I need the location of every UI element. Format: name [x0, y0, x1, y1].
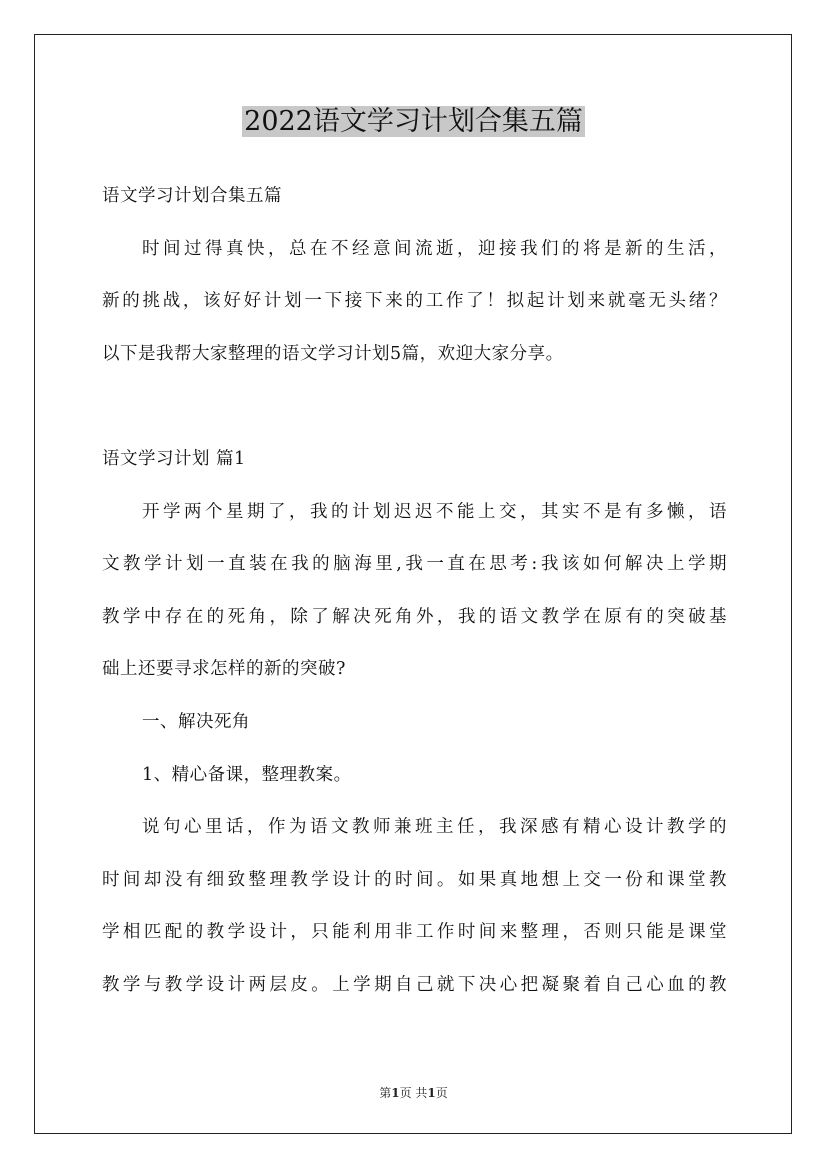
paragraph-line: 文教学计划一直装在我的脑海里,我一直在思考:我该如何解决上学期: [102, 554, 727, 575]
footer-label: 页: [435, 1086, 448, 1100]
subheading: 一、解决死角: [142, 711, 250, 732]
paragraph-line: 开学两个星期了，我的计划迟迟不能上交，其实不是有多懒，语: [142, 501, 727, 522]
footer-label: 第: [379, 1086, 392, 1100]
section-heading: 语文学习计划合集五篇: [102, 186, 282, 206]
section-heading: 语文学习计划 篇1: [102, 448, 246, 469]
document-body: [102, 170, 727, 1012]
document-title-wrapper: [0, 100, 827, 144]
page-footer: [0, 1084, 827, 1101]
paragraph-line: 时间却没有细致整理教学设计的时间。如果真地想上交一份和课堂教: [102, 869, 727, 890]
footer-page-current: 1: [391, 1086, 400, 1100]
paragraph-line: 教学与教学设计两层皮。上学期自己就下决心把凝聚着自己心血的教: [102, 974, 727, 995]
paragraph-line: 础上还要寻求怎样的新的突破?: [102, 659, 346, 680]
subheading: 1、精心备课，整理教案。: [142, 764, 352, 785]
paragraph-line: 时间过得真快，总在不经意间流逝，迎接我们的将是新的生活，: [142, 238, 727, 259]
paragraph-line: 以下是我帮大家整理的语文学习计划5篇，欢迎大家分享。: [102, 343, 564, 364]
paragraph-line: 说句心里话，作为语文教师兼班主任，我深感有精心设计教学的: [142, 817, 727, 838]
paragraph-line: 学相匹配的教学设计，只能利用非工作时间来整理，否则只能是课堂: [102, 922, 727, 943]
blank-line: [102, 380, 727, 433]
footer-page-total: 1: [427, 1086, 436, 1100]
document-title: 2022语文学习计划合集五篇: [244, 106, 583, 137]
paragraph-line: 新的挑战，该好好计划一下接下来的工作了！拟起计划来就毫无头绪？: [102, 291, 727, 312]
paragraph-line: 教学中存在的死角，除了解决死角外，我的语文教学在原有的突破基: [102, 606, 727, 627]
footer-label: 页 共: [399, 1086, 428, 1100]
